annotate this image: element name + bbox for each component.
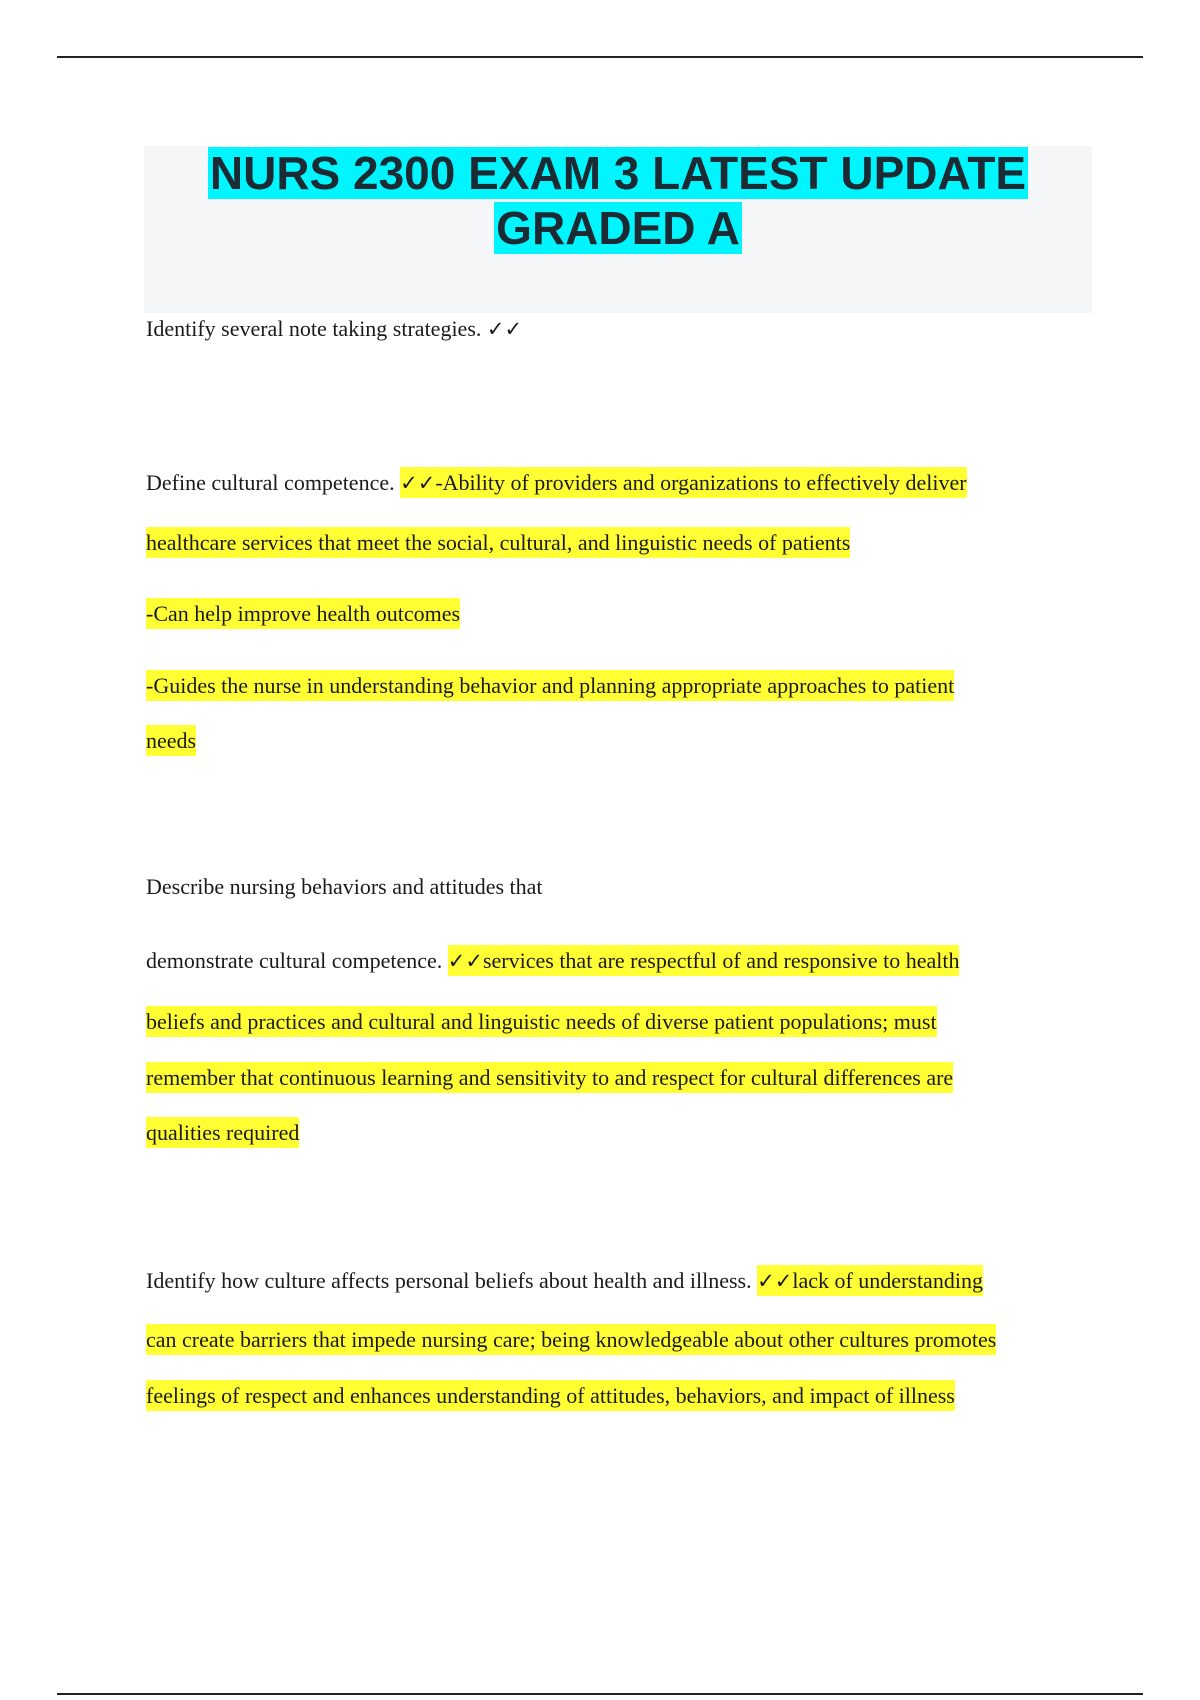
question-1-text: Identify several note taking strategies. [146,316,482,341]
question-3-continued [146,946,959,976]
answer-2-block [146,599,460,629]
answer-4-block [146,1381,955,1411]
answer-2-block [146,726,196,756]
answer-2-line-4: -Guides the nurse in understanding behavior and planning appropriate approaches to patient [146,670,954,701]
question-4 [146,1266,983,1296]
answer-3-block [146,1007,937,1037]
question-3-text-line-2: demonstrate cultural competence. [146,948,443,973]
document-title-box [144,146,1092,313]
answer-2-line-3: -Can help improve health outcomes [146,598,460,629]
answer-4-line-2: can create barriers that impede nursing care; being knowledgeable about other cultures promotes [146,1324,996,1355]
check-mark-icon: ✓✓ [757,1269,793,1293]
document-title-line-1: NURS 2300 EXAM 3 LATEST UPDATE [209,147,1027,199]
question-1 [146,314,522,344]
question-2-text: Define cultural competence. [146,470,395,495]
bottom-rule [57,1693,1143,1695]
question-3 [146,872,543,902]
check-mark-icon: ✓✓ [486,317,523,341]
document-title-line-2: GRADED A [496,202,740,254]
answer-3-line-3: remember that continuous learning and sensitivity to and respect for cultural differences are [146,1062,953,1093]
top-rule [57,56,1143,58]
answer-4-block [146,1325,996,1355]
check-mark-icon: ✓✓ [400,471,436,495]
answer-3-line-2: beliefs and practices and cultural and linguistic needs of diverse patient populations; must [146,1006,937,1037]
answer-4-line-3: feelings of respect and enhances understanding of attitudes, behaviors, and impact of illness [146,1380,955,1411]
check-mark-icon: ✓✓ [447,949,483,973]
answer-3-block [146,1118,299,1148]
answer-2-line-5: needs [146,725,196,756]
question-2 [146,468,967,498]
answer-3-block [146,1063,953,1093]
answer-2-line-2: healthcare services that meet the social, cultural, and linguistic needs of patients [146,527,850,558]
answer-3-line-1: services that are respectful of and responsive to health [482,948,960,973]
answer-4-line-1: lack of understanding [792,1268,983,1293]
question-4-text: Identify how culture affects personal beliefs about health and illness. [146,1268,752,1293]
answer-2-line-1: -Ability of providers and organizations to effectively deliver [435,470,967,495]
answer-2-block [146,671,954,701]
question-3-text-line-1: Describe nursing behaviors and attitudes that [146,874,543,899]
answer-3-line-4: qualities required [146,1117,299,1148]
answer-2-block [146,528,850,558]
